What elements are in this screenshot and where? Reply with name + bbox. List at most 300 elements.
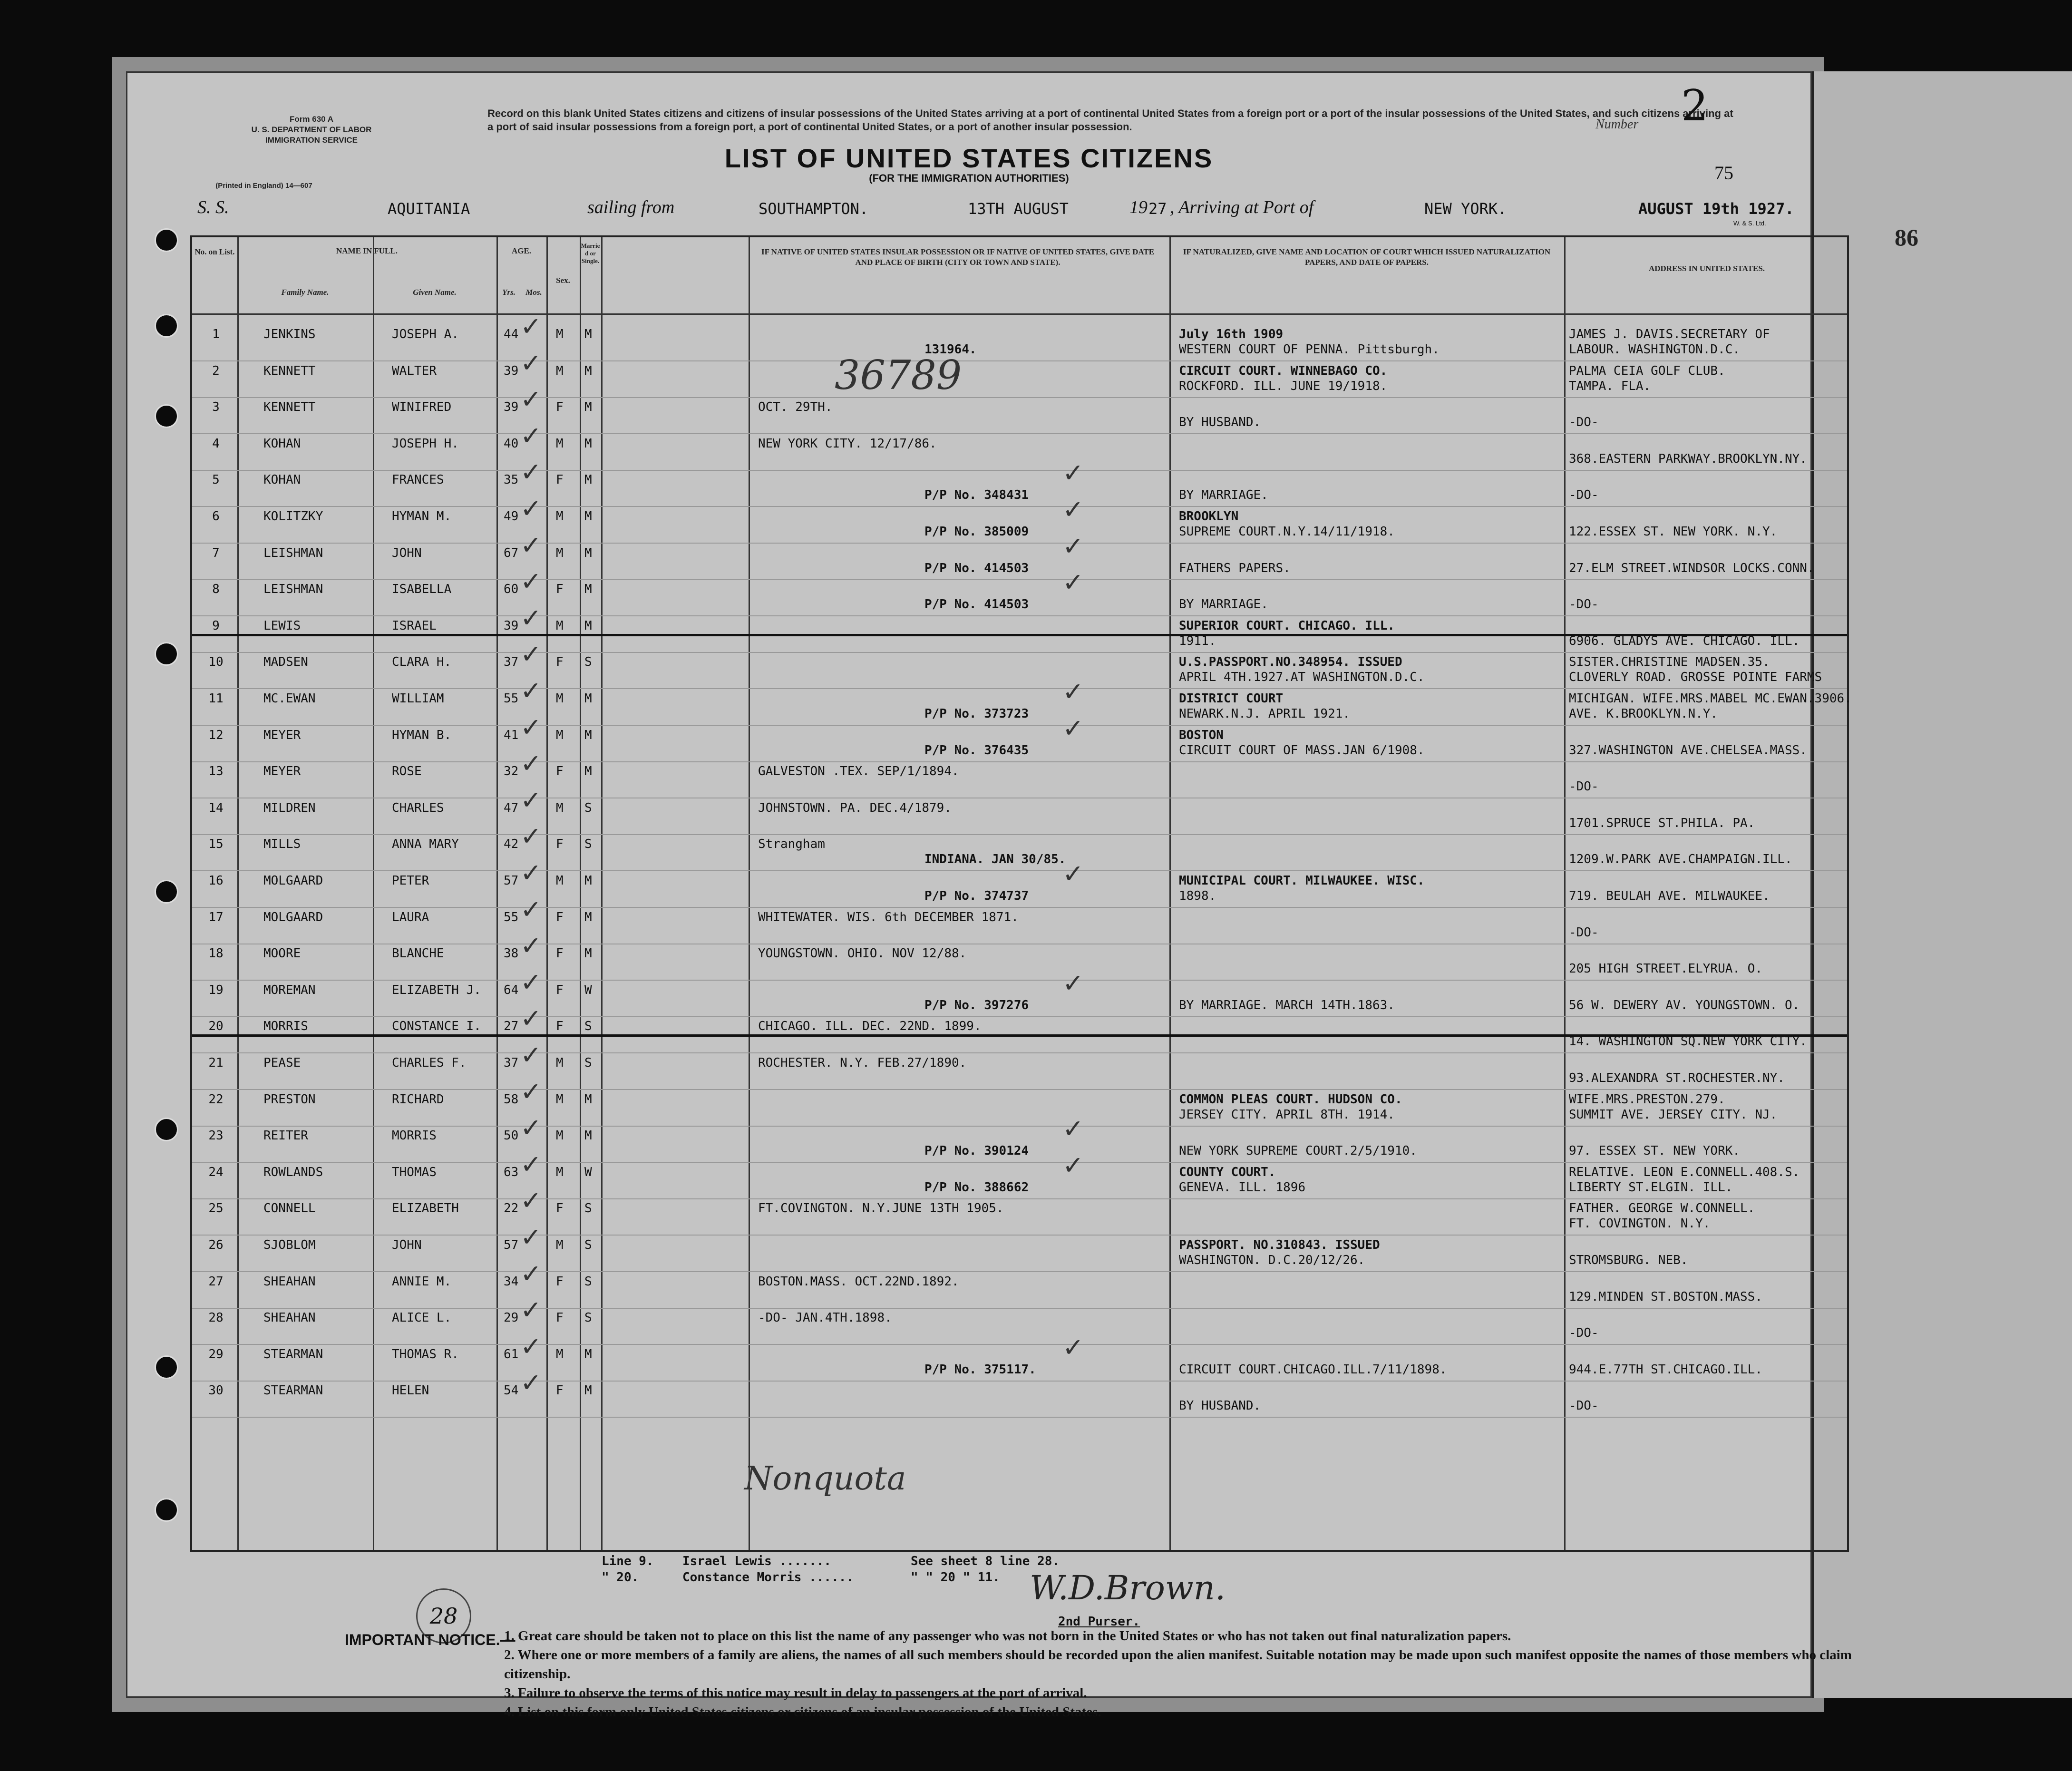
- given-name: ALICE L.: [392, 1311, 452, 1325]
- family-name: MEYER: [263, 728, 301, 742]
- row-number: 8: [212, 582, 220, 597]
- table-row: [192, 311, 1847, 361]
- footer-line-a-label: Line 9.: [602, 1554, 654, 1568]
- sex: M: [556, 800, 564, 815]
- family-name: PRESTON: [263, 1092, 316, 1107]
- given-name: ANNA MARY: [392, 837, 459, 852]
- birth-info: NEW YORK CITY. 12/17/86.: [758, 436, 937, 451]
- row-number: 22: [208, 1092, 224, 1107]
- family-name: SHEAHAN: [263, 1274, 316, 1289]
- check-mark-icon: ✓: [520, 1003, 542, 1034]
- family-name: PEASE: [263, 1056, 301, 1070]
- naturalization-1: PASSPORT. NO.310843. ISSUED: [1179, 1238, 1380, 1252]
- given-name: THOMAS: [392, 1165, 437, 1179]
- check-mark-icon: ✓: [1062, 859, 1084, 889]
- family-name: LEISHMAN: [263, 582, 323, 597]
- family-name: LEISHMAN: [263, 545, 323, 560]
- punch-hole: [155, 1118, 178, 1141]
- age-years: 34: [504, 1274, 519, 1289]
- address-1: JAMES J. DAVIS.SECRETARY OF: [1569, 327, 1770, 341]
- marital-status: M: [584, 728, 592, 742]
- header-naturalized: IF NATURALIZED, GIVE NAME AND LOCATION OF COURT WHICH ISSUED NATURALIZATION PAPERS, AND DATE OF PAPERS.: [1183, 247, 1551, 267]
- number-label: Number: [1595, 117, 1639, 132]
- family-name: MADSEN: [263, 655, 308, 670]
- address-2: TAMPA. FLA.: [1569, 379, 1651, 393]
- header-age: AGE.: [511, 246, 532, 255]
- check-mark-icon: ✓: [520, 1186, 542, 1216]
- age-years: 41: [504, 728, 519, 742]
- naturalization-2: BY MARRIAGE.: [1179, 597, 1268, 612]
- punch-hole: [155, 642, 178, 666]
- check-mark-icon: ✓: [520, 785, 542, 815]
- sex: F: [556, 910, 564, 924]
- age-years: 57: [504, 1238, 519, 1252]
- purser-signature: W.D.Brown.: [1030, 1568, 1226, 1607]
- check-mark-icon: ✓: [1062, 713, 1084, 743]
- given-name: LAURA: [392, 910, 429, 924]
- age-years: 32: [504, 764, 519, 779]
- handwritten-note: Nonquota: [744, 1460, 906, 1498]
- given-name: ISABELLA: [392, 582, 452, 597]
- age-years: 29: [504, 1311, 519, 1325]
- address-2: FT. COVINGTON. N.Y.: [1569, 1216, 1711, 1231]
- family-name: KOHAN: [263, 473, 301, 487]
- row-number: 11: [208, 691, 224, 706]
- family-name: MILLS: [263, 837, 301, 852]
- header-native: IF NATIVE OF UNITED STATES INSULAR POSSESSION OR IF NATIVE OF UNITED STATES, GIVE DATE AND PLACE OF BIRTH (CITY OR TOWN AND STATE).: [761, 247, 1155, 267]
- sex: M: [556, 545, 564, 560]
- sex: M: [556, 327, 564, 341]
- row-number: 10: [208, 655, 224, 670]
- passport-or-birth: P/P No. 414503: [924, 597, 1029, 612]
- purser-title: 2nd Purser.: [1058, 1615, 1140, 1629]
- punch-hole: [155, 228, 178, 252]
- footer-line-b-name: Constance Morris ......: [682, 1570, 854, 1585]
- header-no: No. on List.: [195, 247, 235, 256]
- family-name: REITER: [263, 1129, 308, 1143]
- row-number: 9: [212, 618, 220, 633]
- check-mark-icon: ✓: [520, 639, 542, 670]
- notice-item-1: 1. Great care should be taken not to place on this list the name of any passenger who was not born in the United States or who has not taken out final naturalization papers.: [504, 1628, 1511, 1644]
- year-prefix: 19: [1129, 197, 1148, 217]
- marital-status: M: [584, 545, 592, 560]
- address-2: AVE. K.BROOKLYN.N.Y.: [1569, 707, 1718, 721]
- age-years: 42: [504, 837, 519, 852]
- sex: F: [556, 1383, 564, 1398]
- age-years: 39: [504, 363, 519, 378]
- address-1: WIFE.MRS.PRESTON.279.: [1569, 1092, 1725, 1107]
- sex: M: [556, 436, 564, 451]
- notice-item-4: 4. List on this form only United States citizens or citizens of an insular possession of the United States.: [504, 1704, 1101, 1720]
- passport-or-birth: P/P No. 414503: [924, 561, 1029, 575]
- service: IMMIGRATION SERVICE: [265, 136, 358, 145]
- age-years: 60: [504, 582, 519, 597]
- age-years: 39: [504, 400, 519, 415]
- ss-label: S. S.: [197, 197, 229, 217]
- marital-status: S: [584, 1274, 592, 1289]
- header-mos: Mos.: [525, 288, 542, 297]
- marital-status: S: [584, 655, 592, 670]
- row-number: 13: [208, 764, 224, 779]
- marital-status: W: [584, 1165, 592, 1179]
- sex: F: [556, 1201, 564, 1216]
- sex: M: [556, 728, 564, 742]
- check-mark-icon: ✓: [1062, 1114, 1084, 1144]
- marital-status: S: [584, 1019, 592, 1034]
- sex: F: [556, 1019, 564, 1034]
- check-mark-icon: ✓: [1062, 1150, 1084, 1180]
- naturalization-2: WASHINGTON. D.C.20/12/26.: [1179, 1253, 1365, 1267]
- address-2: 14. WASHINGTON SQ.NEW YORK CITY.: [1569, 1034, 1807, 1049]
- passport-or-birth: P/P No. 373723: [924, 707, 1029, 721]
- family-name: SJOBLOM: [263, 1238, 316, 1252]
- marital-status: S: [584, 1311, 592, 1325]
- naturalization-2: 1898.: [1179, 889, 1216, 903]
- punch-hole: [155, 314, 178, 338]
- marital-status: M: [584, 1092, 592, 1107]
- address-1: MICHIGAN. WIFE.MRS.MABEL MC.EWAN.3906.: [1569, 691, 1852, 706]
- printed-note: (Printed in England) 14—607: [215, 182, 312, 190]
- family-name: SHEAHAN: [263, 1311, 316, 1325]
- given-name: JOHN: [392, 1238, 422, 1252]
- notice-heading: IMPORTANT NOTICE.—: [345, 1631, 516, 1648]
- birth-info: FT.COVINGTON. N.Y.JUNE 13TH 1905.: [758, 1201, 1004, 1216]
- given-name: MORRIS: [392, 1129, 437, 1143]
- given-name: HELEN: [392, 1383, 429, 1398]
- given-name: CONSTANCE I.: [392, 1019, 481, 1034]
- row-number: 29: [208, 1347, 224, 1362]
- check-mark-icon: ✓: [520, 1331, 542, 1362]
- check-mark-icon: ✓: [1062, 677, 1084, 707]
- header-address: ADDRESS IN UNITED STATES.: [1648, 264, 1765, 273]
- family-name: KOLITZKY: [263, 509, 323, 524]
- sex: F: [556, 1274, 564, 1289]
- marital-status: M: [584, 1383, 592, 1398]
- naturalization-1: BROOKLYN: [1179, 509, 1239, 524]
- instructions: Record on this blank United States citizens and citizens of insular possessions of the United States arriving at a port of continental United States from a foreign port or a port of the insular possessions of the United States, and such citizens arriving at a port of said insular possessions from a foreign port, a port of continental United States, or a port of another insular possession.: [487, 107, 1733, 133]
- age-years: 44: [504, 327, 519, 341]
- naturalization-1: July 16th 1909: [1179, 327, 1284, 341]
- passport-or-birth: P/P No. 390124: [924, 1144, 1029, 1158]
- check-mark-icon: ✓: [520, 1295, 542, 1325]
- row-number: 7: [212, 545, 220, 560]
- address-2: -DO-: [1569, 415, 1599, 430]
- age-years: 39: [504, 618, 519, 633]
- age-years: 57: [504, 874, 519, 888]
- voyage-line: [197, 197, 1862, 227]
- age-years: 40: [504, 436, 519, 451]
- number-value: 2: [1681, 81, 1709, 131]
- row-number: 19: [208, 983, 224, 997]
- birth-info: YOUNGSTOWN. OHIO. NOV 12/88.: [758, 946, 967, 961]
- sex: M: [556, 1129, 564, 1143]
- birth-info: GALVESTON .TEX. SEP/1/1894.: [758, 764, 959, 779]
- marital-status: M: [584, 1347, 592, 1362]
- strike-through-line: [192, 634, 1847, 636]
- footer-line-a-ref: See sheet 8 line 28.: [911, 1554, 1060, 1568]
- marital-status: M: [584, 874, 592, 888]
- marital-status: S: [584, 1056, 592, 1070]
- given-name: CHARLES F.: [392, 1056, 467, 1070]
- address-2: 97. ESSEX ST. NEW YORK.: [1569, 1144, 1741, 1158]
- check-mark-icon: ✓: [520, 457, 542, 487]
- family-name: MOLGAARD: [263, 910, 323, 924]
- check-mark-icon: ✓: [520, 420, 542, 451]
- circled-number: 28: [416, 1588, 471, 1644]
- next-sheet-number: 86: [1895, 224, 1918, 251]
- sailing-label: sailing from: [587, 197, 675, 217]
- address-1: RELATIVE. LEON E.CONNELL.408.S.: [1569, 1165, 1800, 1179]
- check-mark-icon: ✓: [520, 712, 542, 742]
- age-years: 58: [504, 1092, 519, 1107]
- row-number: 21: [208, 1056, 224, 1070]
- family-name: MOLGAARD: [263, 874, 323, 888]
- row-number: 2: [212, 363, 220, 378]
- age-years: 22: [504, 1201, 519, 1216]
- sex: M: [556, 1165, 564, 1179]
- family-name: MORRIS: [263, 1019, 308, 1034]
- family-name: MEYER: [263, 764, 301, 779]
- sex: M: [556, 1347, 564, 1362]
- family-name: ROWLANDS: [263, 1165, 323, 1179]
- marital-status: M: [584, 764, 592, 779]
- address-2: -DO-: [1569, 597, 1599, 612]
- marital-status: M: [584, 363, 592, 378]
- check-mark-icon: ✓: [520, 1258, 542, 1289]
- birth-info: WHITEWATER. WIS. 6th DECEMBER 1871.: [758, 910, 1019, 924]
- arriving-label: , Arriving at Port of: [1170, 197, 1314, 217]
- age-years: 61: [504, 1347, 519, 1362]
- age-years: 55: [504, 691, 519, 706]
- marital-status: S: [584, 1201, 592, 1216]
- row-number: 18: [208, 946, 224, 961]
- sheet-number: 75: [1714, 162, 1733, 184]
- header-name: NAME IN FULL.: [336, 246, 398, 255]
- check-mark-icon: ✓: [1062, 968, 1084, 998]
- passport-or-birth: P/P No. 385009: [924, 525, 1029, 539]
- passport-or-birth: P/P No. 397276: [924, 998, 1029, 1012]
- arrival-date: AUGUST 19th 1927.: [1638, 200, 1794, 218]
- family-name: KOHAN: [263, 436, 301, 451]
- check-mark-icon: ✓: [520, 311, 542, 341]
- address-2: 129.MINDEN ST.BOSTON.MASS.: [1569, 1289, 1762, 1304]
- sex: M: [556, 1238, 564, 1252]
- row-number: 6: [212, 509, 220, 524]
- address-2: 6906. GLADYS AVE. CHICAGO. ILL.: [1569, 633, 1800, 648]
- row-number: 25: [208, 1201, 224, 1216]
- marital-status: M: [584, 582, 592, 597]
- row-number: 30: [208, 1383, 224, 1398]
- header-yrs: Yrs.: [502, 288, 516, 297]
- birth-info: CHICAGO. ILL. DEC. 22ND. 1899.: [758, 1019, 982, 1034]
- naturalization-2: CIRCUIT COURT OF MASS.JAN 6/1908.: [1179, 743, 1425, 758]
- age-years: 67: [504, 545, 519, 560]
- naturalization-2: BY MARRIAGE. MARCH 14TH.1863.: [1179, 998, 1395, 1012]
- sex: F: [556, 473, 564, 487]
- page-subtitle: (FOR THE IMMIGRATION AUTHORITIES): [869, 172, 1069, 184]
- address-2: 27.ELM STREET.WINDSOR LOCKS.CONN.: [1569, 561, 1815, 575]
- family-name: MC.EWAN: [263, 691, 316, 706]
- handwritten-number: 36789: [835, 352, 962, 399]
- strike-through-line: [192, 1034, 1847, 1037]
- age-years: 55: [504, 910, 519, 924]
- naturalization-1: SUPERIOR COURT. CHICAGO. ILL.: [1179, 618, 1395, 633]
- given-name: HYMAN M.: [392, 509, 452, 524]
- age-years: 47: [504, 800, 519, 815]
- age-years: 37: [504, 1056, 519, 1070]
- check-mark-icon: ✓: [520, 967, 542, 997]
- family-name: JENKINS: [263, 327, 316, 341]
- naturalization-1: COUNTY COURT.: [1179, 1165, 1276, 1179]
- passport-or-birth: P/P No. 376435: [924, 743, 1029, 758]
- header-divider: [192, 313, 1847, 315]
- naturalization-2: NEWARK.N.J. APRIL 1921.: [1179, 707, 1351, 721]
- family-name: LEWIS: [263, 618, 301, 633]
- sex: M: [556, 363, 564, 378]
- given-name: WALTER: [392, 363, 437, 378]
- check-mark-icon: ✓: [520, 1368, 542, 1398]
- row-number: 24: [208, 1165, 224, 1179]
- family-name: MOREMAN: [263, 983, 316, 997]
- header-sex: Sex.: [556, 276, 570, 285]
- check-mark-icon: ✓: [520, 1040, 542, 1070]
- address-2: -DO-: [1569, 1399, 1599, 1413]
- marital-status: M: [584, 946, 592, 961]
- arrival-port: NEW YORK.: [1424, 200, 1507, 218]
- check-mark-icon: ✓: [520, 1222, 542, 1252]
- family-name: KENNETT: [263, 400, 316, 415]
- check-mark-icon: ✓: [1062, 495, 1084, 525]
- given-name: BLANCHE: [392, 946, 444, 961]
- address-2: 368.EASTERN PARKWAY.BROOKLYN.NY.: [1569, 451, 1807, 466]
- sex: F: [556, 400, 564, 415]
- sex: F: [556, 655, 564, 670]
- row-number: 5: [212, 473, 220, 487]
- given-name: PETER: [392, 874, 429, 888]
- sex: M: [556, 691, 564, 706]
- address-2: SUMMIT AVE. JERSEY CITY. NJ.: [1569, 1107, 1778, 1122]
- row-number: 1: [212, 327, 220, 341]
- address-2: LIBERTY ST.ELGIN. ILL.: [1569, 1180, 1733, 1195]
- given-name: HYMAN B.: [392, 728, 452, 742]
- row-number: 26: [208, 1238, 224, 1252]
- sex: M: [556, 1092, 564, 1107]
- check-mark-icon: ✓: [1062, 567, 1084, 598]
- naturalization-2: BY HUSBAND.: [1179, 415, 1261, 430]
- row-number: 14: [208, 800, 224, 815]
- given-name: JOHN: [392, 545, 422, 560]
- given-name: FRANCES: [392, 473, 444, 487]
- age-years: 38: [504, 946, 519, 961]
- sex: M: [556, 618, 564, 633]
- marital-status: M: [584, 400, 592, 415]
- naturalization-2: BY HUSBAND.: [1179, 1399, 1261, 1413]
- marital-status: M: [584, 910, 592, 924]
- footer-line-b-label: " 20.: [602, 1570, 639, 1585]
- marital-status: M: [584, 327, 592, 341]
- check-mark-icon: ✓: [520, 1149, 542, 1179]
- marital-status: M: [584, 618, 592, 633]
- address-2: 1209.W.PARK AVE.CHAMPAIGN.ILL.: [1569, 852, 1792, 867]
- given-name: ROSE: [392, 764, 422, 779]
- given-name: ANNIE M.: [392, 1274, 452, 1289]
- birth-info: OCT. 29TH.: [758, 400, 833, 415]
- naturalization-1: U.S.PASSPORT.NO.348954. ISSUED: [1179, 655, 1402, 670]
- sex: F: [556, 1311, 564, 1325]
- marital-status: M: [584, 509, 592, 524]
- marital-status: M: [584, 691, 592, 706]
- sex: F: [556, 764, 564, 779]
- marital-status: M: [584, 436, 592, 451]
- address-2: CLOVERLY ROAD. GROSSE POINTE FARMS: [1569, 670, 1822, 685]
- naturalization-1: CIRCUIT COURT. WINNEBAGO CO.: [1179, 363, 1388, 378]
- age-years: 54: [504, 1383, 519, 1398]
- age-years: 35: [504, 473, 519, 487]
- header-given: Given Name.: [413, 288, 457, 297]
- manifest-page: [126, 71, 1852, 1720]
- address-2: -DO-: [1569, 779, 1599, 794]
- departure-port: SOUTHAMPTON.: [759, 200, 869, 218]
- check-mark-icon: ✓: [1062, 1332, 1084, 1362]
- address-2: 944.E.77TH ST.CHICAGO.ILL.: [1569, 1362, 1762, 1377]
- naturalization-2: NEW YORK SUPREME COURT.2/5/1910.: [1179, 1144, 1417, 1158]
- check-mark-icon: ✓: [520, 1113, 542, 1143]
- family-name: KENNETT: [263, 363, 316, 378]
- birth-info: ROCHESTER. N.Y. FEB.27/1890.: [758, 1056, 967, 1070]
- sex: F: [556, 582, 564, 597]
- passport-or-birth: INDIANA. JAN 30/85.: [924, 852, 1066, 867]
- given-name: WILLIAM: [392, 691, 444, 706]
- row-number: 28: [208, 1311, 224, 1325]
- address-2: -DO-: [1569, 488, 1599, 503]
- age-years: 49: [504, 509, 519, 524]
- given-name: ELIZABETH: [392, 1201, 459, 1216]
- address-2: 719. BEULAH AVE. MILWAUKEE.: [1569, 889, 1770, 903]
- ship-name: AQUITANIA: [388, 200, 470, 218]
- address-2: LABOUR. WASHINGTON.D.C.: [1569, 342, 1741, 357]
- given-name: CLARA H.: [392, 655, 452, 670]
- form-block: [212, 114, 411, 146]
- address-2: STROMSBURG. NEB.: [1569, 1253, 1688, 1267]
- address-2: 56 W. DEWERY AV. YOUNGSTOWN. O.: [1569, 998, 1800, 1012]
- naturalization-2: FATHERS PAPERS.: [1179, 561, 1291, 575]
- naturalization-2: GENEVA. ILL. 1896: [1179, 1180, 1306, 1195]
- marital-status: M: [584, 1129, 592, 1143]
- age-years: 27: [504, 1019, 519, 1034]
- check-mark-icon: ✓: [520, 894, 542, 924]
- birth-info: -DO- JAN.4TH.1898.: [758, 1311, 892, 1325]
- naturalization-1: MUNICIPAL COURT. MILWAUKEE. WISC.: [1179, 874, 1425, 888]
- address-2: -DO-: [1569, 925, 1599, 940]
- age-years: 37: [504, 655, 519, 670]
- naturalization-1: BOSTON: [1179, 728, 1224, 742]
- manifest-table: [190, 235, 1852, 1552]
- birth-info: JOHNSTOWN. PA. DEC.4/1879.: [758, 800, 952, 815]
- punch-hole: [155, 1498, 178, 1522]
- row-number: 23: [208, 1129, 224, 1143]
- header-married: Married or Single.: [581, 242, 600, 264]
- given-name: ISRAEL: [392, 618, 437, 633]
- check-mark-icon: ✓: [520, 603, 542, 633]
- header-family: Family Name.: [281, 288, 329, 297]
- passport-or-birth: P/P No. 388662: [924, 1180, 1029, 1195]
- next-sheet-edge: [1812, 71, 2072, 1698]
- birth-info: Strangham: [758, 837, 825, 852]
- family-name: MOORE: [263, 946, 301, 961]
- row-number: 16: [208, 874, 224, 888]
- marital-status: S: [584, 800, 592, 815]
- age-years: 63: [504, 1165, 519, 1179]
